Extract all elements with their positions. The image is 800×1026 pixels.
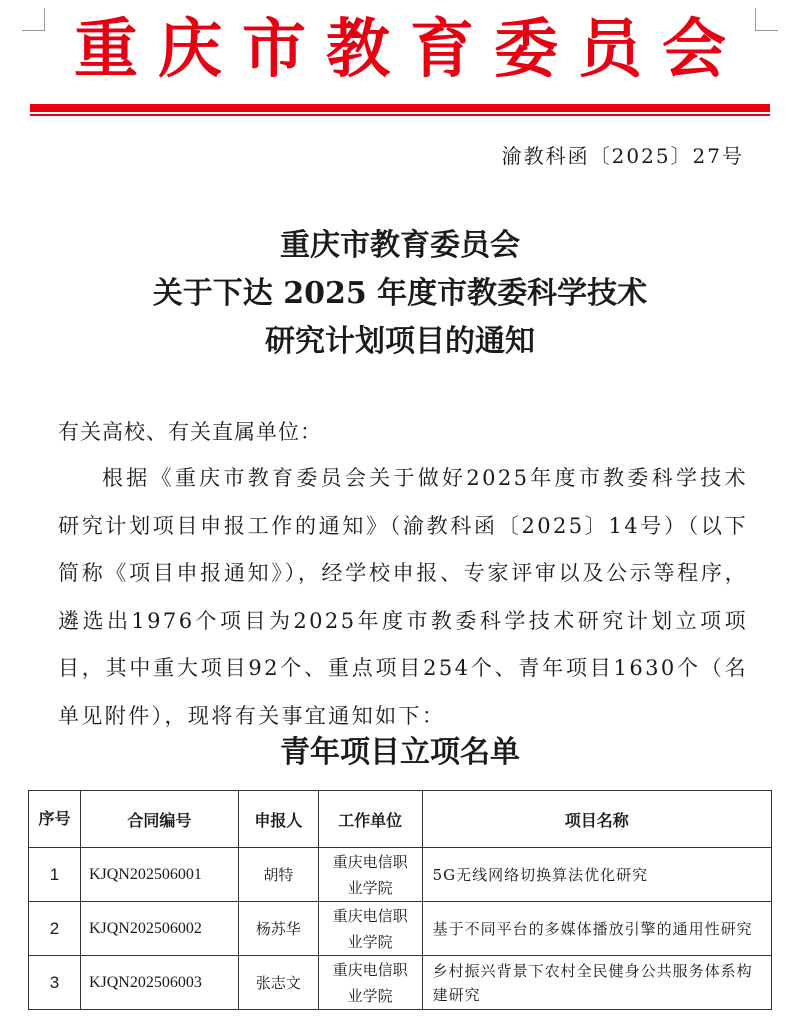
- cell-project: 乡村振兴背景下农村全民健身公共服务体系构建研究: [422, 956, 771, 1010]
- cell-applicant: 张志文: [238, 956, 318, 1010]
- cell-applicant: 杨苏华: [238, 902, 318, 956]
- document-number: 渝教科函〔2025〕27号: [501, 144, 744, 168]
- cell-unit: 重庆电信职业学院: [318, 848, 422, 902]
- cell-seq: 2: [29, 902, 81, 956]
- header-unit: 工作单位: [318, 791, 422, 848]
- header-code: 合同编号: [80, 791, 238, 848]
- cell-project: 5G无线网络切换算法优化研究: [422, 848, 771, 902]
- cell-code: KJQN202506003: [80, 956, 238, 1010]
- header-project: 项目名称: [422, 791, 771, 848]
- cell-applicant: 胡特: [238, 848, 318, 902]
- document-title: [0, 222, 800, 366]
- table-header-row: [29, 791, 772, 848]
- title-line-2: 关于下达 2025 年度市教委科学技术: [152, 276, 648, 311]
- cell-code: KJQN202506001: [80, 848, 238, 902]
- red-divider-line: [30, 104, 770, 114]
- table-row: [29, 902, 772, 956]
- list-title: 青年项目立项名单: [280, 735, 520, 770]
- cell-project: 基于不同平台的多媒体播放引擎的通用性研究: [422, 902, 771, 956]
- cell-unit: 重庆电信职业学院: [318, 902, 422, 956]
- table-row: [29, 848, 772, 902]
- cell-code: KJQN202506002: [80, 902, 238, 956]
- cell-seq: 3: [29, 956, 81, 1010]
- title-line-1: 重庆市教育委员会: [280, 228, 520, 263]
- cell-seq: 1: [29, 848, 81, 902]
- body-paragraph: 根据《重庆市教育委员会关于做好2025年度市教委科学技术研究计划项目申报工作的通知》（渝教科函〔2025〕14号）（以下简称《项目申报通知》），经学校申报、专家评审以及公示等程序，遴选出1976个项目为2025年度市教委科学技术研究计划立项项目，其中重大项目92个、重点项目254个、青年项目1630个（名单见附件），现将有关事宜通知如下：: [58, 466, 748, 728]
- project-table: [28, 790, 772, 1010]
- title-line-3: 研究计划项目的通知: [265, 324, 535, 359]
- table-row: [29, 956, 772, 1010]
- salutation: 有关高校、有关直属单位：: [58, 420, 322, 444]
- cell-unit: 重庆电信职业学院: [318, 956, 422, 1010]
- header-seq: 序号: [29, 791, 81, 848]
- masthead: 重庆市教育委员会: [74, 12, 746, 87]
- header-applicant: 申报人: [238, 791, 318, 848]
